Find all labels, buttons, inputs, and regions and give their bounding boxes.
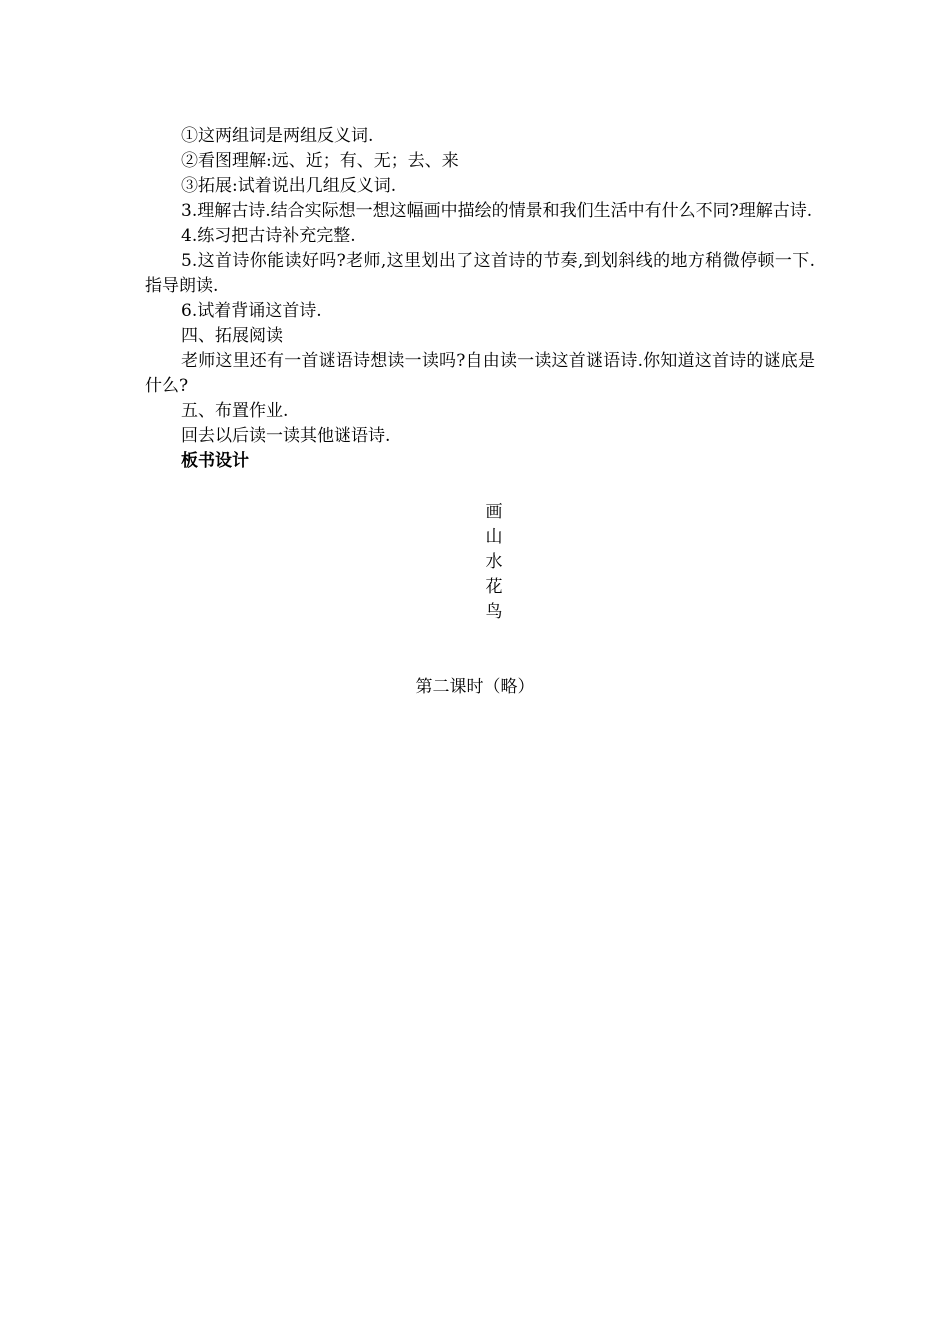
- text-line-complete-poem: 4.练习把古诗补充完整.: [181, 226, 356, 246]
- text-line-picture-understanding: ②看图理解:远、近；有、无；去、来: [181, 151, 459, 171]
- text-line-antonym-groups: ①这两组词是两组反义词.: [181, 126, 374, 146]
- section-heading-extended-reading: 四、拓展阅读: [181, 326, 283, 346]
- second-lesson-note: 第二课时（略）: [415, 677, 535, 697]
- text-line-extension: ③拓展:试着说出几组反义词.: [181, 176, 397, 196]
- section-heading-homework: 五、布置作业.: [181, 401, 289, 421]
- board-char: 花: [485, 577, 503, 597]
- board-design-heading: 板书设计: [181, 451, 249, 471]
- text-line-guided-reading: 5.这首诗你能读好吗?老师,这里划出了这首诗的节奏,到划斜线的地方稍微停顿一下.指导朗读.: [145, 251, 815, 296]
- text-line-understand-poem: 3.理解古诗.结合实际想一想这幅画中描绘的情景和我们生活中有什么不同?理解古诗.: [181, 201, 813, 221]
- board-char: 山: [485, 527, 503, 547]
- text-line-riddle-poem: 老师这里还有一首谜语诗想读一读吗?自由读一读这首谜语诗.你知道这首诗的谜底是什么?: [145, 351, 815, 396]
- board-char: 水: [485, 552, 503, 572]
- text-line-homework-detail: 回去以后读一读其他谜语诗.: [181, 426, 391, 446]
- text-line-recite: 6.试着背诵这首诗.: [181, 301, 322, 321]
- board-design-column: [0, 500, 950, 625]
- board-char: 画: [485, 502, 503, 522]
- board-char: 鸟: [485, 602, 503, 622]
- document-body: [145, 124, 815, 474]
